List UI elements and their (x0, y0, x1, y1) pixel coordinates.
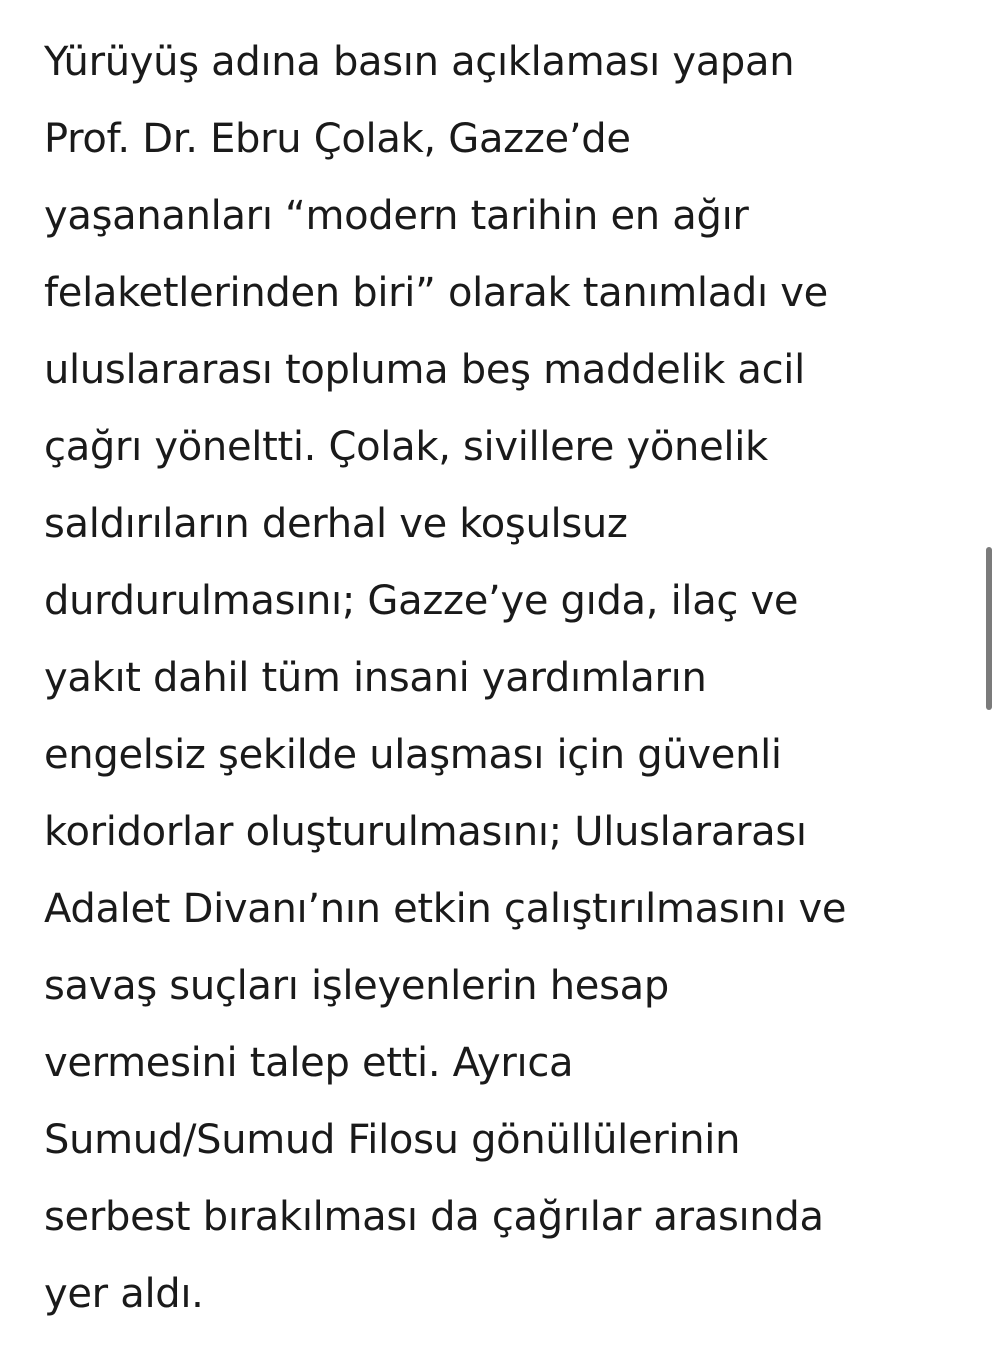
paragraph-line: koridorlar oluşturulmasını; Uluslararası (44, 809, 807, 855)
paragraph-line: Yürüyüş adına basın açıklaması yapan (44, 39, 795, 85)
paragraph-line: yaşananları “modern tarihin en ağır (44, 193, 749, 239)
paragraph-line: felaketlerinden biri” olarak tanımladı ve (44, 270, 828, 316)
paragraph-line: vermesini talep etti. Ayrıca (44, 1040, 574, 1086)
paragraph-line: çağrı yöneltti. Çolak, sivillere yönelik (44, 424, 768, 470)
article-paragraph (44, 24, 964, 1333)
paragraph-line: durdurulmasını; Gazze’ye gıda, ilaç ve (44, 578, 799, 624)
paragraph-line: serbest bırakılması da çağrılar arasında (44, 1194, 824, 1240)
paragraph-line: Prof. Dr. Ebru Çolak, Gazze’de (44, 116, 631, 162)
paragraph-line: Sumud/Sumud Filosu gönüllülerinin (44, 1117, 741, 1163)
paragraph-line: yakıt dahil tüm insani yardımların (44, 655, 707, 701)
paragraph-line: engelsiz şekilde ulaşması için güvenli (44, 732, 782, 778)
paragraph-line: Adalet Divanı’nın etkin çalıştırılmasını ve (44, 886, 847, 932)
paragraph-line: yer aldı. (44, 1271, 204, 1317)
paragraph-line: saldırıların derhal ve koşulsuz (44, 501, 628, 547)
vertical-scrollbar[interactable] (986, 547, 992, 710)
paragraph-line: savaş suçları işleyenlerin hesap (44, 963, 669, 1009)
paragraph-line: uluslararası topluma beş maddelik acil (44, 347, 805, 393)
